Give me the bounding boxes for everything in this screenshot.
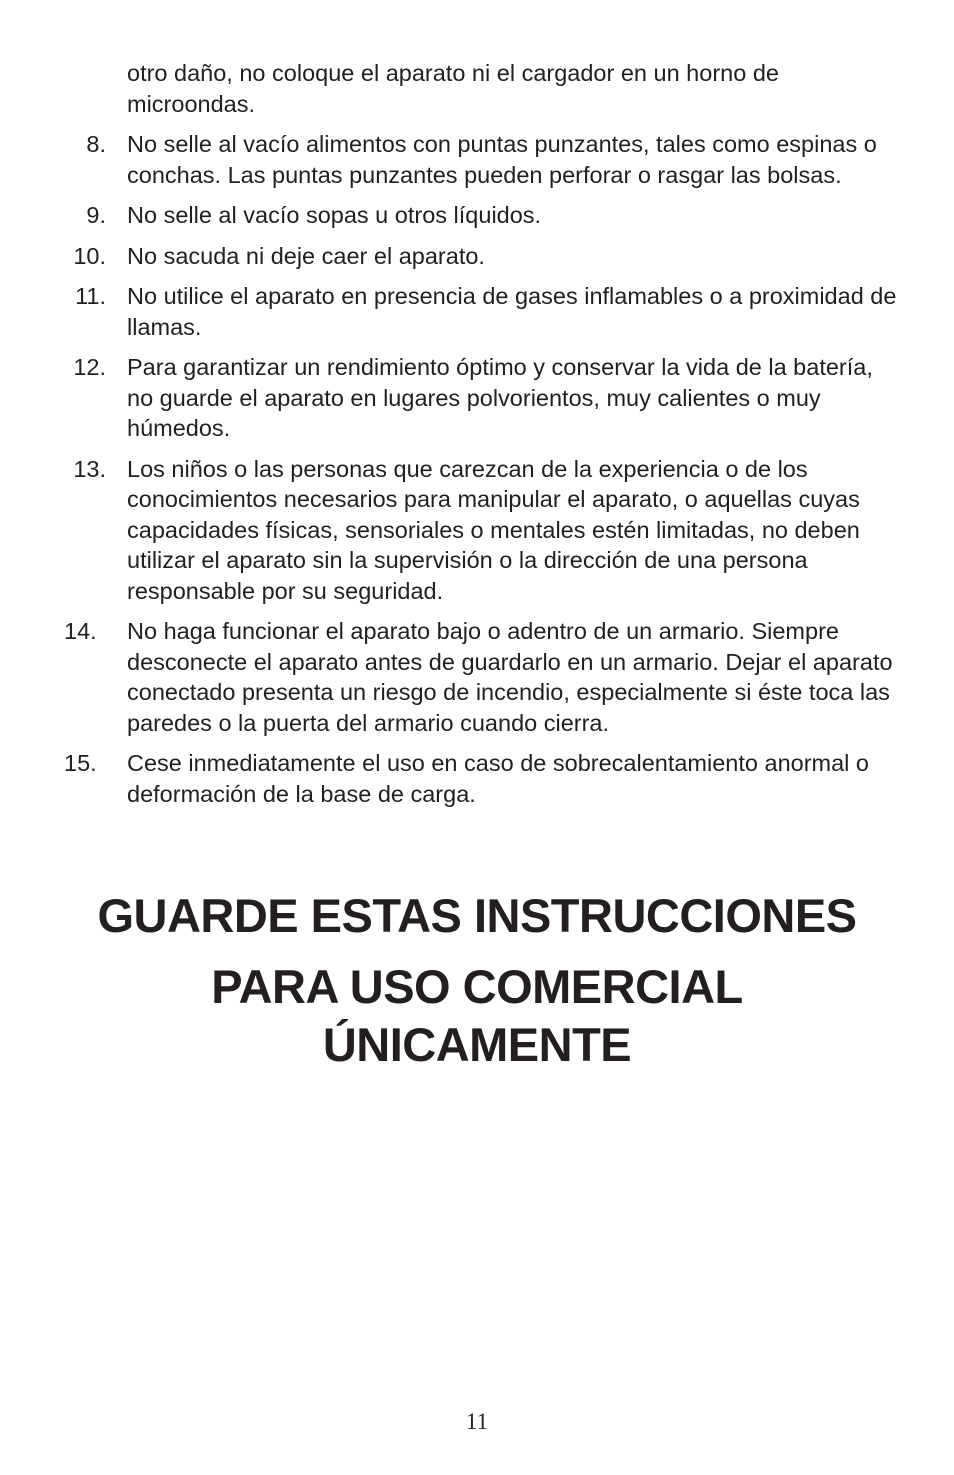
commercial-use-line-1: PARA USO COMERCIAL (211, 960, 743, 1013)
item-number: 13. (73, 455, 106, 482)
item-number: 15. (64, 750, 97, 776)
item-text: Cese inmediatamente el uso en caso de sobrecalentamiento anormal o deformación de la base de carga. (127, 750, 869, 807)
commercial-use-line-2: ÚNICAMENTE (322, 1018, 632, 1071)
commercial-use-heading (0, 958, 954, 1074)
list-item-14 (0, 616, 897, 738)
list-item-15 (0, 748, 897, 809)
item-number: 14. (64, 618, 97, 644)
safety-instructions-list (0, 129, 954, 819)
item-number: 10. (73, 242, 106, 269)
item-text: No haga funcionar el aparato bajo o adentro de un armario. Siempre desconecte el aparato antes de guardarlo en un armario. Dejar el aparato conectado presenta un riesgo de incendio, especialmente si éste toca las paredes o la puerta del armario cuando cierra. (127, 618, 893, 736)
list-item-11 (0, 281, 897, 342)
save-instructions-heading: GUARDE ESTAS INSTRUCCIONES (97, 889, 857, 942)
item-text: Los niños o las personas que carezcan de la experiencia o de los conocimientos necesarios para manipular el aparato, o aquellas cuyas capacidades físicas, sensoriales o mentales estén limitadas, no deben utilizar el aparato sin la supervisión o la dirección de una persona responsable por su seguridad. (127, 455, 860, 604)
item-number: 9. (86, 202, 106, 228)
item-text: No sacuda ni deje caer el aparato. (127, 242, 485, 269)
item-number: 11. (75, 283, 106, 309)
page-number: 11 (465, 1409, 489, 1434)
item-text: No selle al vacío alimentos con puntas punzantes, tales como espinas o conchas. Las puntas punzantes pueden perforar o rasgar las bolsas. (127, 131, 877, 188)
item-number: 12. (73, 354, 106, 380)
item-text: No selle al vacío sopas u otros líquidos. (127, 202, 542, 228)
list-item-10 (0, 241, 897, 272)
item-text: No utilice el aparato en presencia de gases inflamables o a proximidad de llamas. (127, 283, 897, 340)
item-text: Para garantizar un rendimiento óptimo y conservar la vida de la batería, no guarde el aparato en lugares polvorientos, muy calientes o muy húmedos. (127, 354, 873, 441)
list-item-9 (0, 200, 897, 231)
continuation-paragraph: otro daño, no coloque el aparato ni el cargador en un horno de microondas. (127, 60, 779, 117)
list-item-8 (0, 129, 897, 190)
item-number: 8. (86, 131, 106, 157)
list-item-12 (0, 352, 897, 444)
list-item-13 (0, 454, 897, 607)
